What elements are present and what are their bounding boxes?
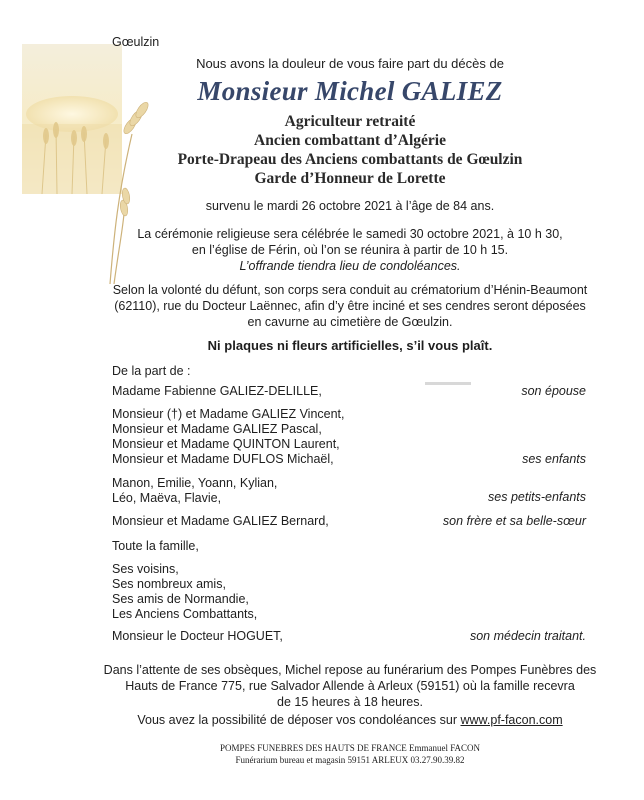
child-name: Monsieur et Madame QUINTON Laurent, [112, 437, 340, 451]
cremation-paragraph [80, 282, 620, 330]
child-name: Monsieur et Madame DUFLOS Michaël, [112, 452, 334, 466]
funeral-home-paragraph [80, 662, 620, 710]
doctor-relation: son médecin traitant. [469, 629, 586, 643]
title-line: Agriculteur retraité [284, 113, 416, 130]
mourner-line: Ses amis de Normandie, [112, 592, 249, 606]
grandchild-names-line: Léo, Maëva, Flavie, [112, 491, 222, 505]
condolences-link[interactable]: www.pf-facon.com [460, 713, 563, 727]
mourner-line: Les Anciens Combattants, [112, 607, 258, 621]
funeral-home-line: Dans l’attente de ses obsèques, Michel repose au funérarium des Pompes Funèbres des [103, 663, 597, 677]
children-names [112, 407, 345, 467]
title-line: Ancien combattant d’Algérie [254, 132, 446, 149]
funeral-home-line: Hauts de France 775, rue Salvador Allende à Arleux (59151) où la famille recevra [125, 679, 575, 693]
redacted-mark [425, 382, 471, 385]
ceremony-line: en l’église de Férin, où l’on se réunira à partir de 10 h 15. [191, 243, 509, 257]
intro-text: Nous avons la douleur de vous faire part du décès de [196, 56, 504, 71]
spouse-relation: son épouse [521, 384, 586, 398]
offering-line: L’offrande tiendra lieu de condoléances. [239, 259, 461, 273]
mourner-line: Ses voisins, [112, 562, 179, 576]
child-name: Monsieur (†) et Madame GALIEZ Vincent, [112, 407, 345, 421]
ceremony-paragraph [80, 226, 620, 274]
mourner-line: Ses nombreux amis, [112, 577, 226, 591]
brother-relation: son frère et sa belle-sœur [442, 514, 586, 528]
funeral-home-line: de 15 heures à 18 heures. [277, 695, 423, 709]
title-line: Porte-Drapeau des Anciens combattants de Gœulzin [177, 151, 523, 168]
deceased-name: Monsieur Michel GALIEZ [197, 76, 503, 106]
footer-line: POMPES FUNEBRES DES HAUTS DE FRANCE Emmanuel FACON [219, 743, 481, 753]
grandchild-names-line: Manon, Emilie, Yoann, Kylian, [112, 476, 278, 490]
doctor-name: Monsieur le Docteur HOGUET, [112, 629, 283, 643]
grandchildren-names [112, 476, 277, 506]
cremation-line: (62110), rue du Docteur Laënnec, afin d’y être inciné et ses cendres seront déposées [114, 299, 586, 313]
condolences-line [80, 712, 620, 728]
grandchildren-relation: ses petits-enfants [488, 490, 586, 504]
funeral-home-footer [80, 742, 620, 766]
no-flowers-notice: Ni plaques ni fleurs artificielles, s’il vous plaît. [207, 338, 493, 353]
cremation-line: en cavurne au cimetière de Gœulzin. [247, 315, 453, 329]
title-line: Garde d’Honneur de Lorette [254, 170, 446, 187]
death-notice: survenu le mardi 26 octobre 2021 à l’âge de 84 ans. [205, 199, 495, 213]
deceased-titles [80, 112, 620, 188]
other-mourners [112, 562, 257, 622]
cremation-line: Selon la volonté du défunt, son corps sera conduit au crématorium d’Hénin-Beaumont [112, 283, 588, 297]
brother-name: Monsieur et Madame GALIEZ Bernard, [112, 514, 329, 528]
condolences-text: Vous avez la possibilité de déposer vos condoléances sur [137, 713, 461, 727]
from-label: De la part de : [112, 364, 191, 378]
ceremony-line: La cérémonie religieuse sera célébrée le samedi 30 octobre 2021, à 10 h 30, [137, 227, 563, 241]
all-family: Toute la famille, [112, 539, 199, 553]
children-relation: ses enfants [522, 452, 586, 466]
town-name: Gœulzin [112, 35, 160, 49]
footer-line: Funérarium bureau et magasin 59151 ARLEUX 03.27.90.39.82 [235, 755, 465, 765]
child-name: Monsieur et Madame GALIEZ Pascal, [112, 422, 322, 436]
spouse-name: Madame Fabienne GALIEZ-DELILLE, [112, 384, 322, 398]
